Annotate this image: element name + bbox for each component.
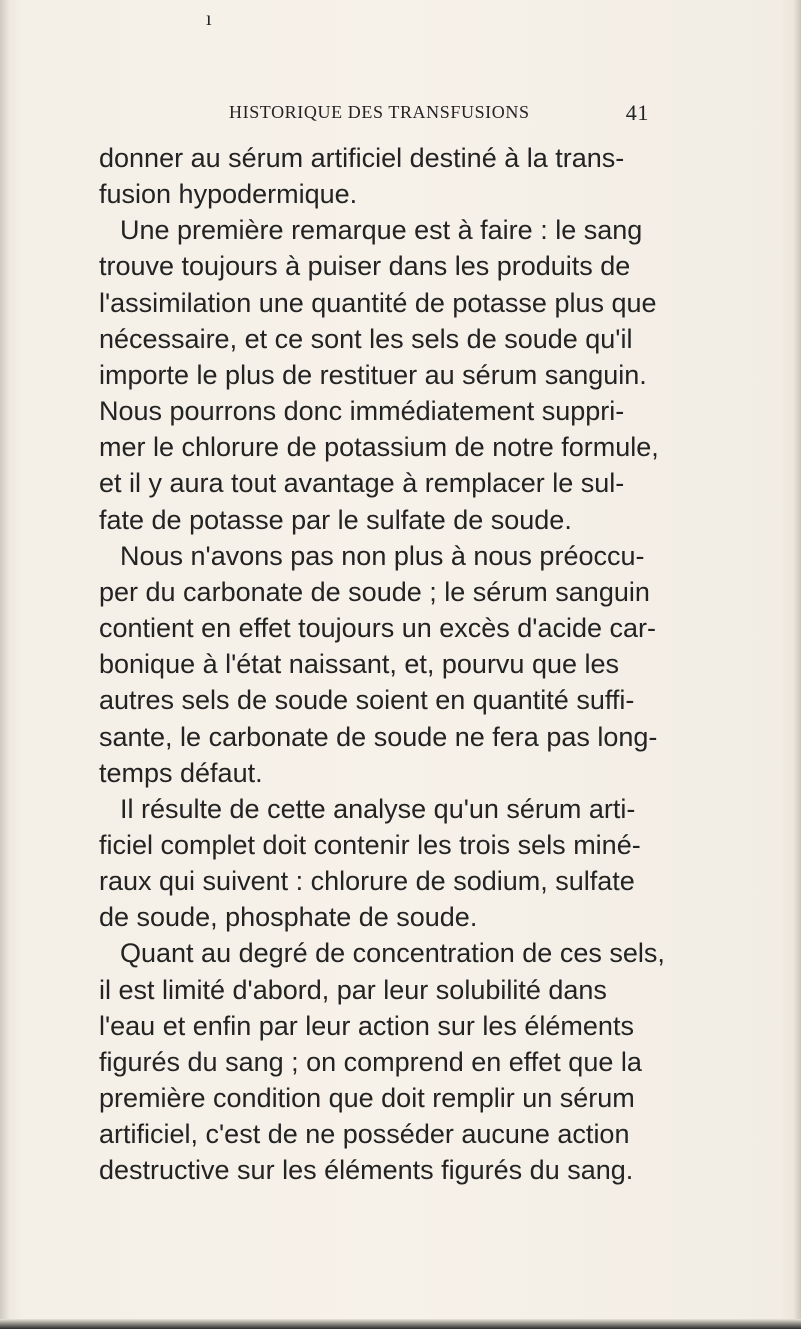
text-line: temps défaut. [99,757,263,788]
text-line: Il résulte de cette analyse qu'un sérum arti- [120,793,636,824]
text-line: l'eau et enfin par leur action sur les éléments [99,1010,634,1041]
running-header [229,102,649,128]
text-line: et il y aura tout avantage à remplacer le sul- [99,468,625,499]
text-line: de soude, phosphate de soude. [99,902,478,933]
page-left-edge [0,0,10,1329]
text-line: bonique à l'état naissant, et, pourvu que les [99,649,620,680]
text-line: Nous n'avons pas non plus à nous préoccu- [120,540,645,571]
text-line: trouve toujours à puiser dans les produits de [99,251,631,282]
text-line: sante, le carbonate de soude ne fera pas long- [99,721,658,752]
text-line: première condition que doit remplir un sérum [99,1083,635,1114]
text-line: autres sels de soude soient en quantité suffi- [99,685,635,716]
text-line: Quant au degré de concentration de ces sels, [120,938,665,969]
text-line: Nous pourrons donc immédiatement suppri- [99,396,625,427]
text-line: donner au sérum artificiel destiné à la trans- [99,143,625,173]
text-line: contient en effet toujours un excès d'acide car- [99,613,656,644]
text-line: mer le chlorure de potassium de notre formule, [99,432,659,463]
text-line: per du carbonate de soude ; le sérum sanguin [99,576,650,607]
text-line: importe le plus de restituer au sérum sanguin. [99,359,647,390]
header-title: HISTORIQUE DES TRANSFUSIONS [229,102,530,122]
page-bottom-edge [0,1319,801,1329]
text-line: il est limité d'abord, par leur solubilité dans [99,974,607,1005]
page-number: 41 [625,100,649,125]
body-text [99,140,699,1189]
text-line: fate de potasse par le sulfate de soude. [99,504,572,535]
top-mark: ı [206,8,212,30]
text-line: ficiel complet doit contenir les trois sels miné- [99,829,641,860]
text-line: destructive sur les éléments figurés du sang. [99,1155,634,1186]
page-right-edge [793,0,801,1329]
text-line: Une première remarque est à faire : le sang [120,215,643,246]
text-line: artificiel, c'est de ne posséder aucune action [99,1119,630,1150]
text-line: figurés du sang ; on comprend en effet que la [99,1046,642,1077]
text-line: nécessaire, et ce sont les sels de soude qu'il [99,323,633,354]
text-line: raux qui suivent : chlorure de sodium, sulfate [99,866,635,897]
text-line: fusion hypodermique. [99,179,358,210]
text-line: l'assimilation une quantité de potasse plus que [99,287,657,318]
